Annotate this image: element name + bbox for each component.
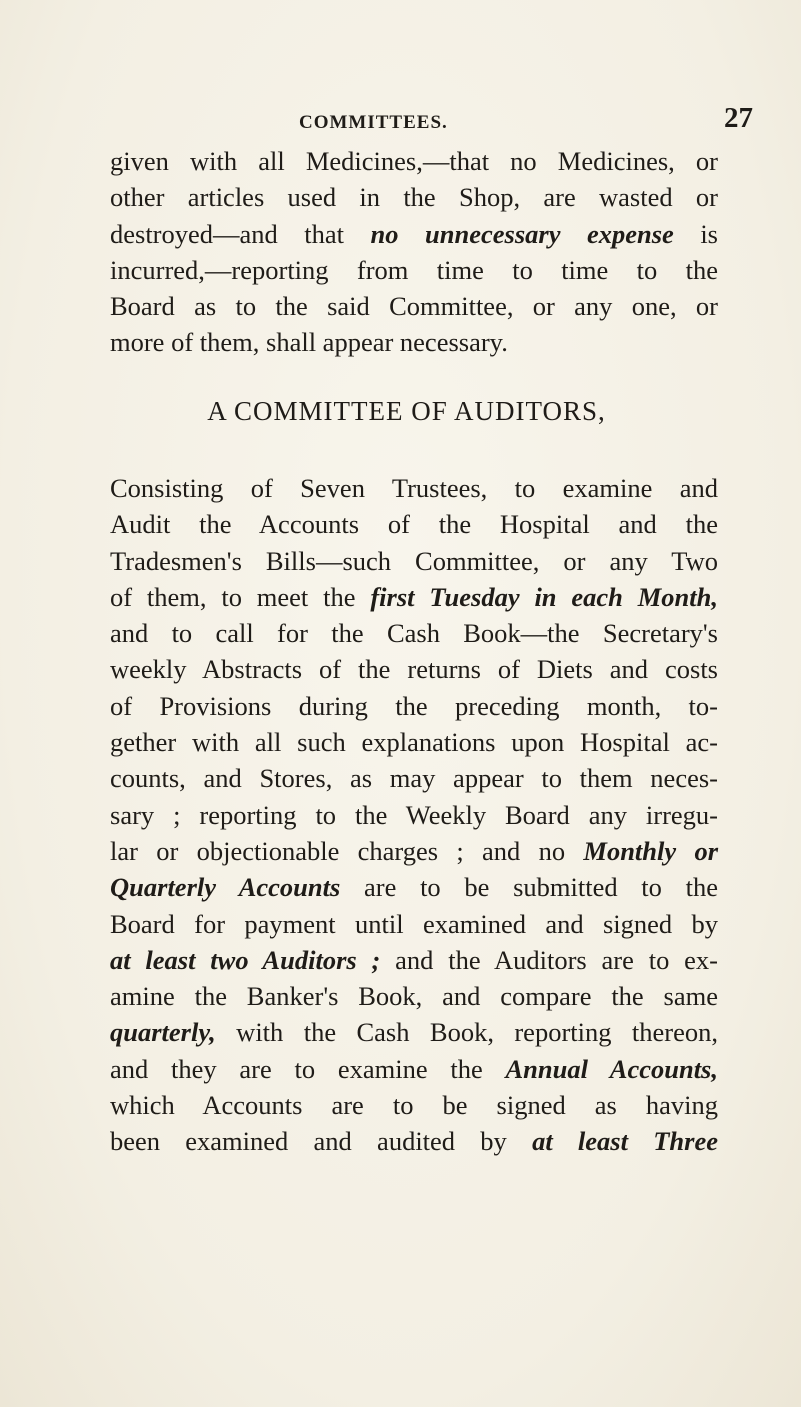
- running-head: [0, 100, 801, 140]
- emphasis: quarterly,: [110, 1017, 216, 1048]
- text-line: other articles used in the Shop, are wasted or: [110, 182, 718, 213]
- text-line: Board for payment until examined and signed by: [110, 908, 718, 939]
- emphasis: Quarterly Accounts: [110, 872, 341, 903]
- text-line: at least two Auditors ; and the Auditors are to ex-: [110, 944, 718, 975]
- auditors-paragraph: [110, 470, 718, 1160]
- text-line: which Accounts are to be signed as having: [110, 1090, 718, 1121]
- text-line: destroyed—and that no unnecessary expense is: [110, 218, 718, 249]
- text-line: of them, to meet the first Tuesday in each Month,: [110, 581, 718, 612]
- text-line: counts, and Stores, as may appear to them neces-: [110, 763, 718, 794]
- text-line: incurred,—reporting from time to time to the: [110, 254, 718, 285]
- text-line: lar or objectionable charges ; and no Monthly or: [110, 835, 719, 866]
- text-line: Board as to the said Committee, or any one, or: [110, 291, 718, 322]
- text-line: been examined and audited by at least Three: [110, 1126, 718, 1157]
- text-line: sary ; reporting to the Weekly Board any irregu-: [110, 799, 718, 830]
- text-line: and to call for the Cash Book—the Secretary's: [110, 618, 718, 649]
- text-line: Tradesmen's Bills—such Committee, or any Two: [110, 545, 718, 576]
- text-line: amine the Banker's Book, and compare the same: [110, 981, 718, 1012]
- emphasis: Monthly or: [583, 835, 719, 866]
- emphasis: at least Three: [532, 1126, 718, 1157]
- emphasis: first Tuesday in each Month,: [370, 581, 718, 612]
- continuation-paragraph: [110, 143, 718, 361]
- text-line: quarterly, with the Cash Book, reporting thereon,: [110, 1017, 718, 1048]
- text-line: Consisting of Seven Trustees, to examine and: [110, 473, 718, 503]
- page-number: 27: [724, 102, 753, 134]
- running-title: COMMITTEES.: [299, 112, 448, 133]
- text-line: of Provisions during the preceding month, to-: [110, 690, 718, 721]
- text-line: Quarterly Accounts are to be submitted to the: [110, 872, 718, 903]
- section-heading: A COMMITTEE OF AUDITORS,: [207, 396, 606, 426]
- text-line: gether with all such explanations upon Hospital ac-: [110, 727, 718, 758]
- text-line: weekly Abstracts of the returns of Diets and costs: [110, 654, 718, 685]
- text-line: given with all Medicines,—that no Medicines, or: [110, 146, 718, 176]
- emphasis: Annual Accounts,: [505, 1053, 718, 1084]
- emphasis: no unnecessary expense: [370, 218, 674, 249]
- text-line: and they are to examine the Annual Accounts,: [110, 1053, 718, 1084]
- text-line: Audit the Accounts of the Hospital and the: [110, 509, 718, 540]
- text-line: more of them, shall appear necessary.: [110, 327, 508, 358]
- emphasis: at least two Auditors ;: [110, 944, 381, 975]
